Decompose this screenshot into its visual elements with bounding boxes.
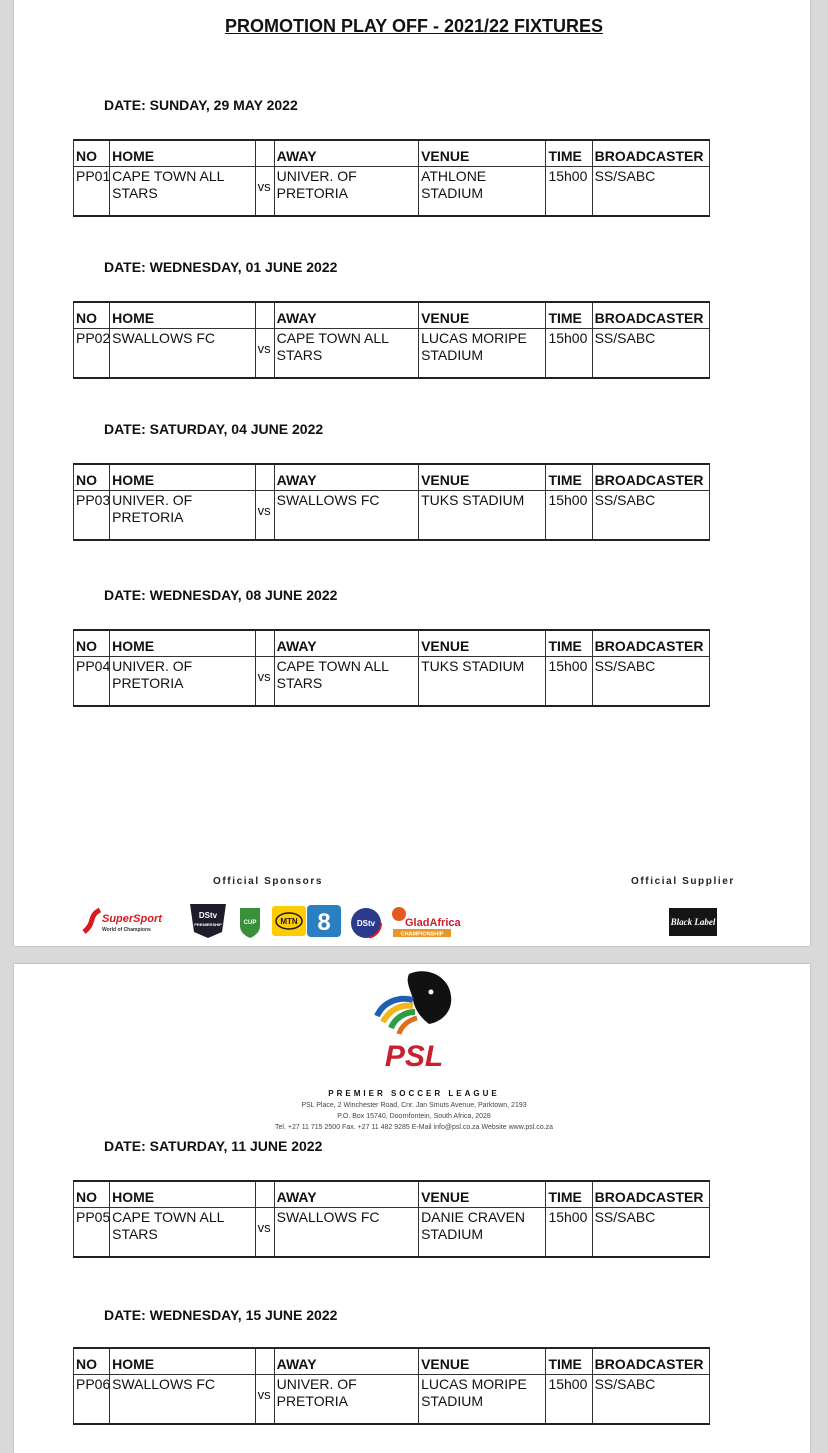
home-team (110, 1375, 255, 1425)
away-team-line: UNIVER. OF (276, 168, 357, 184)
away-team-line: SWALLOWS FC (276, 1209, 380, 1225)
column-header: TIME (546, 140, 592, 167)
svg-text:CUP: CUP (243, 920, 257, 926)
fixture-no-line: PP05 (76, 1209, 111, 1225)
supersport-logo (78, 904, 178, 940)
broadcaster (592, 167, 709, 217)
column-header: TIME (546, 1181, 592, 1208)
broadcaster-line: SS/SABC (594, 330, 656, 346)
column-header: BROADCASTER (592, 302, 709, 329)
away-team-line: PRETORIA (276, 185, 348, 201)
broadcaster (592, 329, 709, 379)
column-header: BROADCASTER (592, 1181, 709, 1208)
vs-label-line: vs (257, 1387, 271, 1402)
home-team-line: STARS (112, 1226, 158, 1242)
column-header: VENUE (419, 1348, 546, 1375)
vs-label (255, 1375, 274, 1425)
column-header: TIME (546, 1348, 592, 1375)
away-team-line: CAPE TOWN ALL (276, 658, 389, 674)
table-header-row (74, 464, 710, 491)
column-header: AWAY (274, 464, 418, 491)
svg-text:GladAfrica: GladAfrica (405, 917, 461, 929)
home-team-line: SWALLOWS FC (112, 330, 216, 346)
page-title: PROMOTION PLAY OFF - 2021/22 FIXTURES (224, 16, 604, 36)
fixture-table (73, 463, 710, 541)
table-row (74, 329, 710, 379)
home-team (110, 167, 255, 217)
svg-text:DStv: DStv (198, 911, 218, 920)
venue (419, 491, 546, 541)
vs-label-line: vs (257, 503, 271, 518)
broadcaster-line: SS/SABC (594, 168, 656, 184)
vs-label (255, 657, 274, 707)
home-team (110, 657, 255, 707)
nedbank-cup-logo (235, 902, 265, 940)
table-row (74, 167, 710, 217)
column-header: NO (74, 302, 110, 329)
column-header (255, 140, 274, 167)
venue-line: DANIE CRAVEN (421, 1209, 526, 1225)
table-row (74, 1375, 710, 1425)
venue-line: LUCAS MORIPE (421, 330, 527, 346)
broadcaster (592, 491, 709, 541)
home-team-line: SWALLOWS FC (112, 1376, 216, 1392)
fixture-date: DATE: SATURDAY, 04 JUNE 2022 (104, 421, 324, 437)
broadcaster-line: SS/SABC (594, 1376, 656, 1392)
kickoff-time (546, 1208, 592, 1258)
column-header: NO (74, 140, 110, 167)
home-team-line: STARS (112, 185, 158, 201)
column-header: VENUE (419, 140, 546, 167)
svg-text:8: 8 (317, 909, 331, 936)
kickoff-time-line: 15h00 (548, 492, 588, 508)
address-line-2: P.O. Box 15740, Doornfontein, South Africa, 2028 (337, 1113, 491, 1120)
column-header: NO (74, 1348, 110, 1375)
table-header-row (74, 630, 710, 657)
column-header: VENUE (419, 1181, 546, 1208)
venue-line: LUCAS MORIPE (421, 1376, 527, 1392)
gladafrica-championship-logo (389, 902, 461, 940)
column-header: TIME (546, 630, 592, 657)
away-team (274, 329, 418, 379)
kickoff-time-line: 15h00 (548, 330, 588, 346)
venue (419, 1208, 546, 1258)
fixture-date: DATE: WEDNESDAY, 08 JUNE 2022 (104, 587, 338, 603)
home-team (110, 1208, 255, 1258)
away-team (274, 1375, 418, 1425)
column-header: VENUE (419, 302, 546, 329)
kickoff-time (546, 1375, 592, 1425)
official-sponsors-label: Official Sponsors (213, 876, 323, 887)
vs-label (255, 167, 274, 217)
table-header-row (74, 302, 710, 329)
kickoff-time (546, 329, 592, 379)
venue (419, 1375, 546, 1425)
fixture-table (73, 1347, 710, 1425)
broadcaster (592, 657, 709, 707)
column-header: BROADCASTER (592, 464, 709, 491)
column-header: HOME (110, 630, 255, 657)
home-team-line: UNIVER. OF (112, 658, 193, 674)
fixture-no (74, 1375, 110, 1425)
venue (419, 329, 546, 379)
column-header (255, 630, 274, 657)
fixture-no (74, 657, 110, 707)
fixture-date: DATE: SATURDAY, 11 JUNE 2022 (104, 1138, 323, 1154)
column-header: AWAY (274, 1181, 418, 1208)
venue-line: STADIUM (421, 347, 484, 363)
column-header: AWAY (274, 140, 418, 167)
dstv-compact-logo (348, 906, 384, 940)
column-header: VENUE (419, 464, 546, 491)
venue-line: STADIUM (421, 1393, 484, 1409)
fixture-no-line: PP06 (76, 1376, 111, 1392)
home-team-line: PRETORIA (112, 509, 184, 525)
fixture-date: DATE: WEDNESDAY, 15 JUNE 2022 (104, 1307, 338, 1323)
column-header (255, 1348, 274, 1375)
venue-line: STADIUM (421, 1226, 484, 1242)
svg-text:PSL: PSL (384, 1040, 444, 1073)
column-header: HOME (110, 464, 255, 491)
column-header (255, 464, 274, 491)
fixture-no (74, 1208, 110, 1258)
vs-label-line: vs (257, 1220, 271, 1235)
address-line-1: PSL Place, 2 Winchester Road, Cnr. Jan Smuts Avenue, Parktown, 2193 (301, 1102, 527, 1109)
fixture-table (73, 301, 710, 379)
column-header: TIME (546, 302, 592, 329)
kickoff-time-line: 15h00 (548, 168, 588, 184)
broadcaster-line: SS/SABC (594, 492, 656, 508)
fixture-table (73, 139, 710, 217)
broadcaster (592, 1208, 709, 1258)
table-row (74, 657, 710, 707)
column-header: VENUE (419, 630, 546, 657)
vs-label (255, 491, 274, 541)
fixture-no-line: PP03 (76, 492, 111, 508)
column-header: NO (74, 1181, 110, 1208)
column-header: NO (74, 464, 110, 491)
fixture-no (74, 329, 110, 379)
away-team-line: STARS (276, 347, 323, 363)
fixture-no-line: PP02 (76, 330, 111, 346)
address-line-3: Tel. +27 11 715 2500 Fax. +27 11 482 9285 E-Mail info@psl.co.za Website www.psl.co.za (275, 1124, 553, 1131)
org-name: PREMIER SOCCER LEAGUE (328, 1089, 500, 1098)
psl-logo (0, 966, 828, 1072)
away-team-line: PRETORIA (276, 1393, 348, 1409)
venue-line: TUKS STADIUM (421, 492, 525, 508)
kickoff-time-line: 15h00 (548, 1209, 588, 1225)
kickoff-time (546, 167, 592, 217)
away-team (274, 491, 418, 541)
dstv-premiership-logo (186, 898, 230, 940)
away-team-line: CAPE TOWN ALL (276, 330, 389, 346)
broadcaster-line: SS/SABC (594, 658, 656, 674)
venue-line: STADIUM (421, 185, 484, 201)
home-team (110, 491, 255, 541)
column-header (255, 1181, 274, 1208)
column-header: AWAY (274, 1348, 418, 1375)
home-team (110, 329, 255, 379)
vs-label-line: vs (257, 669, 271, 684)
venue-line: TUKS STADIUM (421, 658, 525, 674)
column-header: AWAY (274, 630, 418, 657)
fixture-no-line: PP04 (76, 658, 111, 674)
home-team-line: CAPE TOWN ALL (112, 168, 225, 184)
fixture-table (73, 1180, 710, 1258)
fixture-no (74, 491, 110, 541)
home-team-line: CAPE TOWN ALL (112, 1209, 225, 1225)
column-header: BROADCASTER (592, 630, 709, 657)
kickoff-time-line: 15h00 (548, 1376, 588, 1392)
venue (419, 167, 546, 217)
column-header: HOME (110, 140, 255, 167)
column-header: BROADCASTER (592, 140, 709, 167)
table-header-row (74, 1181, 710, 1208)
vs-label (255, 329, 274, 379)
column-header: HOME (110, 1181, 255, 1208)
column-header: NO (74, 630, 110, 657)
svg-text:MTN: MTN (280, 917, 298, 926)
table-header-row (74, 1348, 710, 1375)
table-row (74, 491, 710, 541)
fixture-no-line: PP01 (76, 168, 111, 184)
svg-text:World of Champions: World of Champions (102, 927, 151, 933)
vs-label-line: vs (257, 341, 271, 356)
fixture-date: DATE: WEDNESDAY, 01 JUNE 2022 (104, 259, 338, 275)
kickoff-time (546, 491, 592, 541)
broadcaster-line: SS/SABC (594, 1209, 656, 1225)
column-header: BROADCASTER (592, 1348, 709, 1375)
column-header: AWAY (274, 302, 418, 329)
mtn8-logo (306, 904, 342, 938)
away-team (274, 1208, 418, 1258)
venue (419, 657, 546, 707)
black-label-logo: Black Label (669, 908, 717, 936)
kickoff-time (546, 657, 592, 707)
fixture-date: DATE: SUNDAY, 29 MAY 2022 (104, 97, 298, 113)
svg-text:CHAMPIONSHIP: CHAMPIONSHIP (400, 931, 444, 938)
mtn-logo (272, 906, 306, 936)
home-team-line: UNIVER. OF (112, 492, 193, 508)
column-header: TIME (546, 464, 592, 491)
fixture-no (74, 167, 110, 217)
column-header: HOME (110, 302, 255, 329)
kickoff-time-line: 15h00 (548, 658, 588, 674)
official-supplier-label: Official Supplier (631, 876, 735, 887)
away-team (274, 657, 418, 707)
home-team-line: PRETORIA (112, 675, 184, 691)
away-team-line: UNIVER. OF (276, 1376, 357, 1392)
svg-text:SuperSport: SuperSport (102, 913, 162, 925)
away-team-line: SWALLOWS FC (276, 492, 380, 508)
vs-label (255, 1208, 274, 1258)
table-row (74, 1208, 710, 1258)
away-team-line: STARS (276, 675, 323, 691)
svg-text:PREMIERSHIP: PREMIERSHIP (194, 922, 222, 927)
column-header (255, 302, 274, 329)
vs-label-line: vs (257, 179, 271, 194)
table-header-row (74, 140, 710, 167)
broadcaster (592, 1375, 709, 1425)
venue-line: ATHLONE (421, 168, 487, 184)
column-header: HOME (110, 1348, 255, 1375)
svg-text:DStv: DStv (356, 919, 376, 928)
away-team (274, 167, 418, 217)
fixture-table (73, 629, 710, 707)
